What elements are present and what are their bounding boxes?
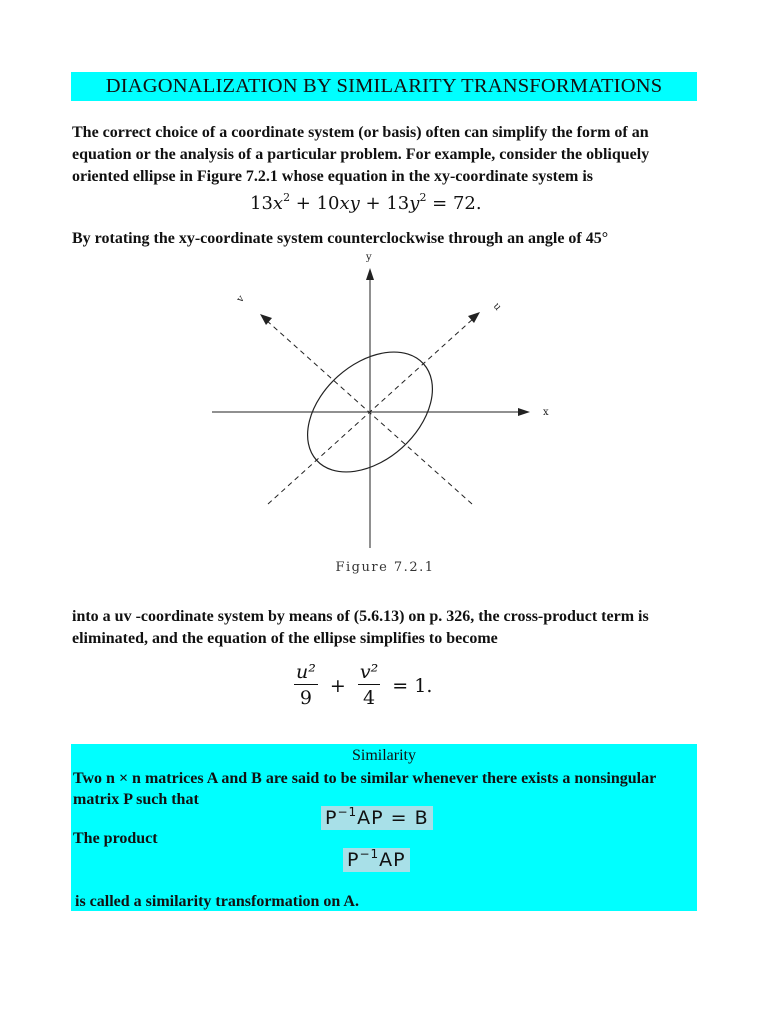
intro-line-1: The correct choice of a coordinate system (or basis) often can simplify the form of an: [72, 124, 649, 141]
product-formula: $P^{-1}AP$: [343, 848, 410, 872]
intro-line-2: equation or the analysis of a particular problem. For example, consider the obliquely: [72, 146, 650, 163]
definition-line-2: matrix P such that: [73, 791, 199, 808]
fraction-u: $\frac{\text{u²}}{9}$: [296, 661, 316, 709]
intro-line-3: oriented ellipse in Figure 7.2.1 whose equation in the xy-coordinate system is: [72, 168, 594, 185]
similarity-closing: is called a similarity transformation on A.: [75, 893, 359, 910]
u-axis: [268, 318, 474, 504]
result-paragraph: [72, 606, 712, 650]
ellipse-figure: [200, 248, 580, 568]
x-axis-label: x: [543, 407, 549, 418]
figure-caption: Figure 7.2.1: [335, 560, 435, 575]
similarity-definition: [73, 768, 693, 810]
result-line-1: into a uv -coordinate system by means of (5.6.13) on p. 326, the cross-product term is: [72, 608, 649, 625]
v-axis-label: v: [234, 293, 247, 305]
y-axis-label: y: [366, 252, 372, 263]
intro-paragraph: [72, 122, 712, 188]
y-axis-arrow: [366, 268, 374, 280]
simplified-ellipse-equation: $\frac{\text{u²}}{9}$ + $\frac{\text{v²}}{4}$ = 1.: [296, 661, 433, 709]
similarity-title: Similarity: [352, 747, 416, 764]
similarity-formula: $P^{-1}AP = B$: [321, 806, 433, 830]
similarity-definition-box: [71, 744, 697, 911]
definition-line-1: Two n × n matrices A and B are said to be similar whenever there exists a nonsingular: [73, 770, 657, 787]
rotation-paragraph: By rotating the xy-coordinate system counterclockwise through an angle of 45°: [72, 230, 609, 247]
fraction-v: $\frac{\text{v²}}{4}$: [359, 661, 379, 709]
section-heading: DIAGONALIZATION BY SIMILARITY TRANSFORMATIONS: [71, 72, 697, 101]
result-line-2: eliminated, and the equation of the ellipse simplifies to become: [72, 630, 498, 647]
u-axis-label: u: [490, 300, 504, 313]
product-label: The product: [73, 830, 158, 847]
x-axis-arrow: [518, 408, 530, 416]
ellipse-equation: $13x^2 + 10xy + 13y^2 = 72$.: [250, 191, 482, 214]
